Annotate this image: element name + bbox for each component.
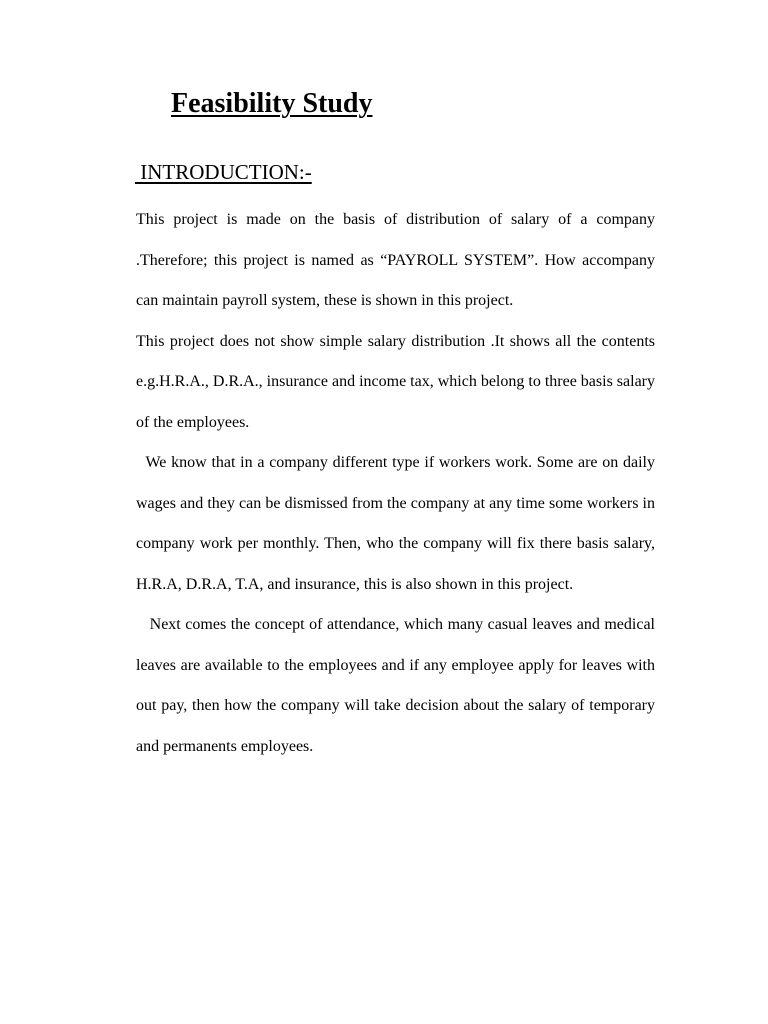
paragraph-4: Next comes the concept of attendance, which many casual leaves and medical leaves are available to the employees and if any employee apply for leaves with out pay, then how the company will take decision about the salary of temporary and permanents employees. [136, 616, 659, 755]
paragraph-1: This project is made on the basis of distribution of salary of a company .Therefore; this project is named as “PAYROLL SYSTEM”. How accompany can maintain payroll system, these is shown in this project. [136, 211, 659, 309]
paragraph-3: We know that in a company different type if workers work. Some are on daily wages and they can be dismissed from the company at any time some workers in company work per monthly. Then, who the company will fix there basis salary, H.R.A, D.R.A, T.A, and insurance, this is also shown in this project. [136, 454, 659, 593]
paragraph-2: This project does not show simple salary distribution .It shows all the contents e.g.H.R.A., D.R.A., insurance and income tax, which belong to three basis salary of the employees. [136, 332, 659, 431]
document-body [136, 200, 659, 767]
section-heading-introduction: INTRODUCTION:- [135, 160, 312, 184]
document-title: Feasibility Study [171, 88, 373, 119]
